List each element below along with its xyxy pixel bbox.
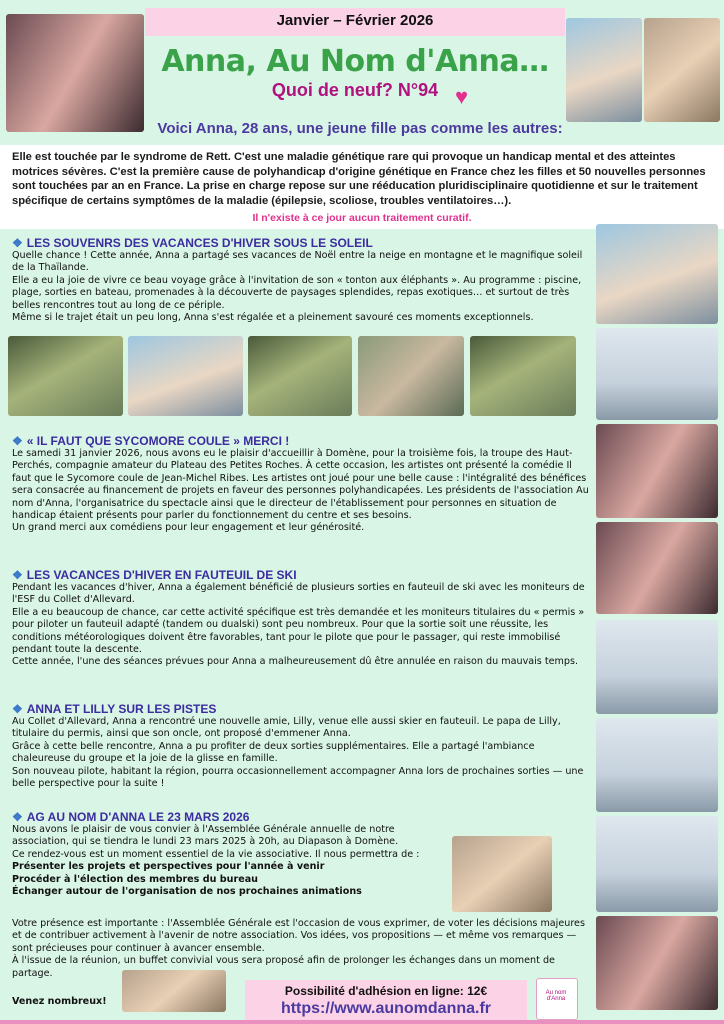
section-heading: ❖ ANNA ET LILLY SUR LES PISTES: [12, 702, 217, 716]
section-paragraph: Elle a eu la joie de vivre ce beau voyage grâce à l'invitation de son « tonton aux éléphants ». Au programme : piscine, plage, sorties en bateau, promenades à la découverte de paysages splendides, repas exotiques… et surtout de très belles rencontres tout au long de ce périple.: [12, 274, 582, 311]
section-paragraph: Le samedi 31 janvier 2026, nous avons eu le plaisir d'accueillir à Domène, pour la troisième fois, la troupe des Haut-Perchés, compagnie amateur du Plateau des Petites Roches. À cette occasion, les artistes ont présenté la comédie Il faut que le Sycomore coule de Jean-Michel Ribes. Les artistes ont joué pour une belle cause : l'intégralité des bénéfices sera consacrée au financement de projets en faveur des personnes polyhandicapées. Les présidents de l'association Au nom d'Anna, l'organisatrice du spectacle ainsi que le directeur de l'établissement pour personnes en situation de handicap étaient présents pour parler du fonctionnement du centre et ses besoins.: [12, 448, 589, 522]
intro-note: Il n'existe à ce jour aucun traitement curatif.: [252, 212, 472, 224]
photo-right-6: [596, 718, 718, 812]
section-paragraph: Elle a eu beaucoup de chance, car cette activité spécifique est très demandée et les moniteurs titulaires du « permis » pour piloter un fauteuil adapté (tandem ou dualski) sont peu nombreux. Pour que la sortie soit une réussite, les conditions météorologiques doivent être favorables, tant pour le pilote que pour le passager, qui reste immobilisé pendant toute la descente.: [12, 606, 585, 656]
logo-text: Au nom d'Anna: [545, 990, 567, 1002]
section-paragraph: Au Collet d'Allevard, Anna a rencontré une nouvelle amie, Lilly, venue elle aussi skier en fauteuil. Le papa de Lilly, titulaire du permis, ainsi que son oncle, ont proposé d'emmener Anna.: [12, 716, 561, 740]
section-paragraph: Son nouveau pilote, habitant la région, pourra occasionnellement accompagner Anna lors de prochaines sorties — une belle perspective pour la suite !: [12, 765, 584, 790]
photo-thailand-3: [248, 336, 352, 416]
section-paragraph: Ce rendez-vous est un moment essentiel de la vie associative. Il nous permettra de :: [12, 848, 420, 860]
intro-text: Elle est touchée par le syndrome de Rett. C'est une maladie génétique rare qui provoque un handicap mental et des atteintes motrices sévères. C'est la première cause de polyhandicap d'origine génétique en France chez les filles et 50 nouvelles personnes sont touchées par an en France. La prise en charge repose sur une rééducation pluridisciplinaire quotidienne et sur le traitement spécifique de certains symptômes de la maladie (épilepsie, scoliose, troubles ventilatoires…).: [12, 151, 706, 207]
photo-right-4: [596, 522, 718, 614]
photo-right-2: [596, 328, 718, 420]
agenda-item: Présenter les projets et perspectives pour l'année à venir: [12, 861, 325, 873]
section-paragraph: À l'issue de la réunion, un buffet convivial vous sera proposé afin de prolonger les échanges dans un moment de partage.: [12, 955, 555, 979]
photo-thailand-2: [128, 336, 243, 416]
photo-anna-eyes: [122, 970, 226, 1012]
photo-thailand-5: [470, 336, 576, 416]
section-heading: ❖ LES VACANCES D'HIVER EN FAUTEUIL DE SKI: [12, 568, 297, 582]
agenda-item: Procéder à l'élection des membres du bureau: [12, 873, 259, 885]
bottom-strip: [0, 1020, 724, 1024]
photo-right-1: [596, 224, 718, 324]
section-paragraph: Nous avons le plaisir de vous convier à l'Assemblée Générale annuelle de notre association, qui se tiendra le lundi 23 mars 2025 à 20h, au Diapason à Domène.: [12, 824, 399, 848]
bullet-icon: ❖: [12, 702, 23, 716]
photo-anna-eating-header: [644, 18, 720, 122]
bullet-icon: ❖: [12, 810, 23, 824]
section-paragraph: Pendant les vacances d'hiver, Anna a également bénéficié de plusieurs sorties en fauteuil de ski avec les moniteurs de l'ESF du Collet d'Allevard.: [12, 582, 585, 606]
section-paragraph: Cette année, l'une des séances prévues pour Anna a malheureusement dû être annulée en raison du mauvais temps.: [12, 656, 578, 668]
section-paragraph: Quelle chance ! Cette année, Anna a partagé ses vacances de Noël entre la neige en montagne et le magnifique soleil de la Thaïlande.: [12, 250, 583, 274]
membership-text: Possibilité d'adhésion en ligne: 12€: [284, 984, 488, 998]
section-heading: ❖ « IL FAUT QUE SYCOMORE COULE » MERCI !: [12, 434, 290, 448]
section-heading: ❖ LES SOUVENRS DES VACANCES D'HIVER SOUS LE SOLEIL: [12, 236, 373, 250]
bullet-icon: ❖: [12, 434, 23, 448]
section-paragraph: Même si le trajet était un peu long, Anna s'est régalée et a pleinement savouré ces moments exceptionnels.: [12, 312, 534, 324]
photo-thailand-1: [8, 336, 123, 416]
section-heading: ❖ AG AU NOM D'ANNA LE 23 MARS 2026: [12, 810, 250, 824]
photo-right-3: [596, 424, 718, 518]
photo-right-8: [596, 916, 718, 1010]
photo-right-5: [596, 620, 718, 714]
section-paragraph: Un grand merci aux comédiens pour leur engagement et leur générosité.: [12, 522, 365, 534]
agenda-item: Échanger autour de l'organisation de nos prochaines animations: [12, 886, 362, 898]
bullet-icon: ❖: [12, 236, 23, 250]
photo-family-header: [6, 14, 144, 132]
signoff: Venez nombreux!: [12, 996, 107, 1007]
bullet-icon: ❖: [12, 568, 23, 582]
heart-icon: ♥: [455, 84, 469, 109]
photo-thailand-4: [358, 336, 464, 416]
newsletter-subtitle: Quoi de neuf? N°94: [271, 80, 439, 100]
photo-right-7: [596, 816, 718, 912]
photo-anna-hat-header: [566, 18, 642, 122]
newsletter-title: Anna, Au Nom d'Anna…: [161, 44, 549, 79]
section-paragraph: Votre présence est importante : l'Assemblée Générale est l'occasion de vous exprimer, de voter les décisions majeures et de contribuer activement à l'avenir de notre association. Vos idées, vos propositions — et même vos remarques — sont précieuses pour continuer à avancer ensemble.: [12, 918, 585, 954]
section-paragraph: Grâce à cette belle rencontre, Anna a pu profiter de deux sorties supplémentaires. Elle a partagé l'ambiance chaleureuse du groupe et la joie de la glisse en famille.: [12, 740, 535, 765]
intro-heading: Voici Anna, 28 ans, une jeune fille pas comme les autres:: [157, 120, 563, 137]
photo-anna-closeup: [452, 836, 552, 912]
issue-date: Janvier – Février 2026: [276, 12, 434, 29]
website-link[interactable]: https://www.aunomdanna.fr: [280, 1000, 492, 1017]
